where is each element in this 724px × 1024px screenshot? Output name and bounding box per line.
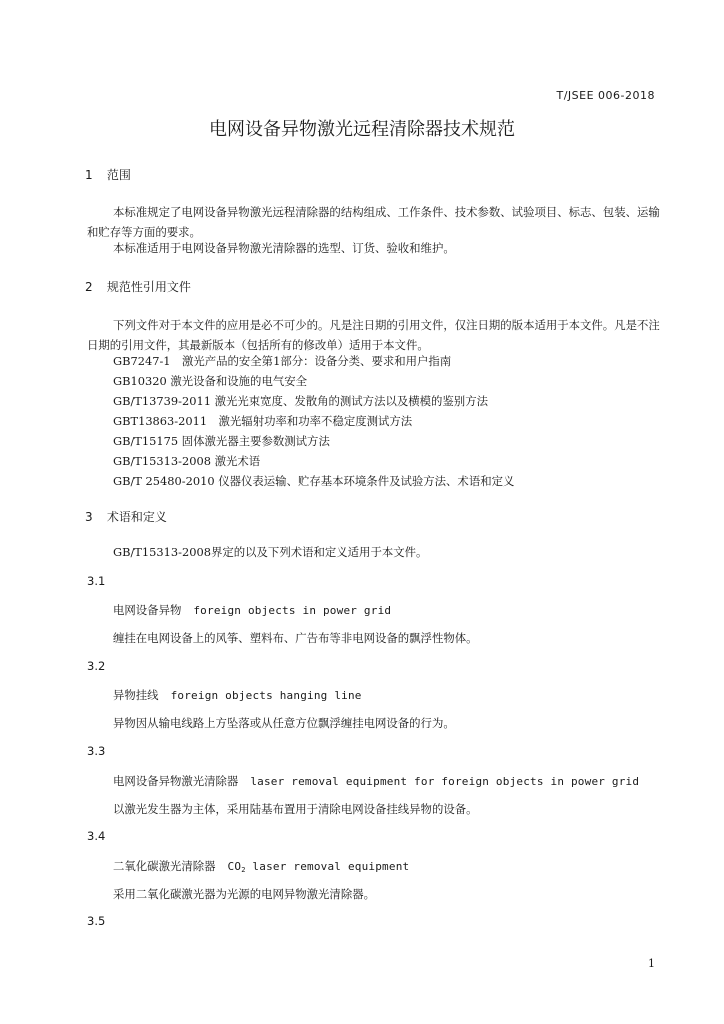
term-zh: 电网设备异物激光清除器 bbox=[113, 774, 239, 788]
section-number: 2 bbox=[85, 280, 93, 294]
term-definition: 以激光发生器为主体，采用陆基布置用于清除电网设备挂线异物的设备。 bbox=[113, 802, 478, 816]
scope-paragraph-1: 本标准规定了电网设备异物激光远程清除器的结构组成、工作条件、技术参数、试验项目、标志、包装、运输和贮存等方面的要求。 bbox=[87, 205, 660, 239]
section-title: 规范性引用文件 bbox=[106, 280, 191, 294]
references-intro: 下列文件对于本文件的应用是必不可少的。凡是注日期的引用文件，仅注日期的版本适用于本文件。凡是不注日期的引用文件，其最新版本（包括所有的修改单）适用于本文件。 bbox=[87, 318, 660, 352]
term-en-subscript: 2 bbox=[241, 866, 246, 874]
term-en: foreign objects hanging line bbox=[170, 689, 362, 702]
page-number: 1 bbox=[648, 957, 655, 970]
reference-item: GB7247-1 激光产品的安全第1部分：设备分类、要求和用户指南 bbox=[113, 354, 452, 368]
term-definition: 缠挂在电网设备上的风筝、塑料布、广告布等非电网设备的飘浮性物体。 bbox=[113, 631, 478, 645]
term-zh: 电网设备异物 bbox=[113, 603, 182, 617]
term-heading bbox=[113, 602, 391, 618]
reference-item: GBT13863-2011 激光辐射功率和功率不稳定度测试方法 bbox=[113, 414, 413, 428]
section-heading-2 bbox=[85, 278, 191, 295]
section-heading-3 bbox=[85, 508, 167, 525]
reference-item: GB/T 25480-2010 仪器仪表运输、贮存基本环境条件及试验方法、术语和定义 bbox=[113, 474, 515, 488]
term-zh: 异物挂线 bbox=[113, 688, 159, 702]
reference-item: GB/T13739-2011 激光光束宽度、发散角的测试方法以及横模的鉴别方法 bbox=[113, 394, 488, 408]
section-number: 3 bbox=[85, 510, 93, 524]
scope-paragraph-2: 本标准适用于电网设备异物激光清除器的选型、订货、验收和维护。 bbox=[113, 241, 455, 255]
term-number: 3.3 bbox=[87, 744, 106, 758]
section-title: 术语和定义 bbox=[106, 510, 167, 524]
term-definition: 异物因从输电线路上方坠落或从任意方位飘浮缠挂电网设备的行为。 bbox=[113, 716, 455, 730]
reference-item: GB10320 激光设备和设施的电气安全 bbox=[113, 374, 308, 388]
section-heading-1 bbox=[85, 166, 131, 183]
term-number: 3.4 bbox=[87, 829, 106, 843]
term-en-suffix: laser removal equipment bbox=[245, 860, 410, 873]
term-number: 3.5 bbox=[87, 914, 106, 928]
term-number: 3.1 bbox=[87, 574, 106, 588]
term-number: 3.2 bbox=[87, 659, 106, 673]
term-zh: 二氧化碳激光清除器 bbox=[113, 859, 216, 873]
term-en bbox=[228, 860, 410, 873]
term-heading bbox=[113, 858, 409, 874]
term-heading bbox=[113, 773, 639, 789]
term-en: foreign objects in power grid bbox=[193, 604, 392, 617]
terms-intro: GB/T15313-2008界定的以及下列术语和定义适用于本文件。 bbox=[113, 545, 428, 559]
term-en-prefix: CO bbox=[227, 860, 242, 873]
document-title: 电网设备异物激光远程清除器技术规范 bbox=[209, 119, 515, 140]
section-title: 范围 bbox=[106, 168, 131, 182]
reference-item: GB/T15175 固体激光器主要参数测试方法 bbox=[113, 434, 330, 448]
term-en: laser removal equipment for foreign objects in power grid bbox=[250, 775, 640, 788]
section-number: 1 bbox=[85, 168, 93, 182]
standard-code: T/JSEE 006-2018 bbox=[556, 89, 655, 102]
term-heading bbox=[113, 687, 362, 703]
reference-item: GB/T15313-2008 激光术语 bbox=[113, 454, 261, 468]
term-definition: 采用二氧化碳激光器为光源的电网异物激光清除器。 bbox=[113, 887, 375, 901]
